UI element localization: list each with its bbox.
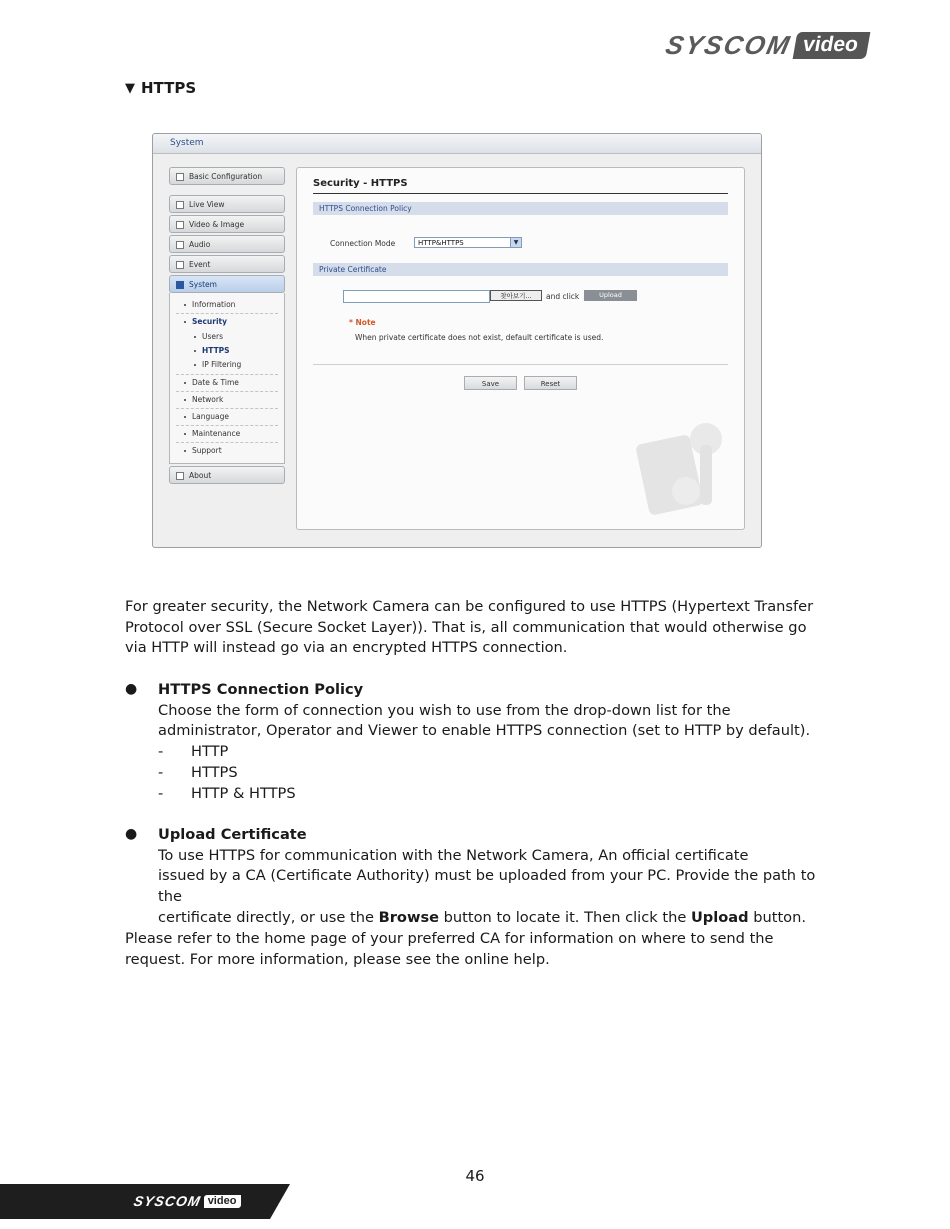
sidebar-item-network[interactable]: Network xyxy=(176,392,278,409)
reset-button[interactable]: Reset xyxy=(524,376,577,390)
bullet-icon: ● xyxy=(125,826,138,842)
form-divider xyxy=(313,364,728,365)
logo-word: SYSCOM xyxy=(662,29,794,60)
panel-title: Security - HTTPS xyxy=(313,178,408,189)
logo-tag: video xyxy=(792,32,870,59)
connection-mode-label: Connection Mode xyxy=(330,239,396,248)
sidebar-item-ip-filtering[interactable]: IP Filtering xyxy=(176,358,278,375)
list-item: - HTTPS xyxy=(158,763,238,781)
closing-paragraph: Please refer to the home page of your preferred CA for information on where to send the request. For more information, please see the online help. xyxy=(125,930,774,968)
security-decoration-icon xyxy=(624,409,734,519)
sidebar-item-about[interactable]: About xyxy=(169,466,285,484)
note-title: * Note xyxy=(349,318,376,327)
policy-text: Choose the form of connection you wish to use from the drop-down list for the administrator, Operator and Viewer to enable HTTPS connection (set to HTTP by default). xyxy=(158,701,811,740)
sidebar-item-security[interactable]: Security xyxy=(176,314,278,330)
note-text: When private certificate does not exist, default certificate is used. xyxy=(355,333,604,342)
upload-item xyxy=(158,825,828,929)
and-click-label: and click xyxy=(546,292,580,301)
upload-title: Upload Certificate xyxy=(158,826,307,843)
sidebar-item-language[interactable]: Language xyxy=(176,409,278,426)
connection-mode-select[interactable] xyxy=(414,237,522,248)
syscom-video-logo xyxy=(662,29,868,60)
footer-logo-word: SYSCOM xyxy=(132,1193,203,1209)
sidebar-item-basic-configuration[interactable]: Basic Configuration xyxy=(169,167,285,185)
certificate-file-input[interactable] xyxy=(343,290,490,303)
https-settings-screenshot xyxy=(152,133,762,548)
upload-line-2: issued by a CA (Certificate Authority) must be uploaded from your PC. Provide the path to the xyxy=(158,867,816,906)
sidebar-item-users[interactable]: Users xyxy=(176,330,278,344)
sidebar-item-live-view[interactable]: Live View xyxy=(169,195,285,213)
upload-line-1: To use HTTPS for communication with the Network Camera, An official certificate xyxy=(158,846,749,864)
section-title: HTTPS xyxy=(141,79,197,97)
certificate-section-bar: Private Certificate xyxy=(313,263,728,276)
sidebar-item-https[interactable]: HTTPS xyxy=(176,344,278,358)
sidebar-item-support[interactable]: Support xyxy=(176,443,278,459)
sidebar-item-audio[interactable]: Audio xyxy=(169,235,285,253)
policy-section-bar: HTTPS Connection Policy xyxy=(313,202,728,215)
expand-icon xyxy=(176,173,184,181)
policy-item xyxy=(158,680,828,804)
expand-icon xyxy=(176,241,184,249)
sidebar-item-information[interactable]: Information xyxy=(176,297,278,314)
browse-button[interactable]: 찾아보기... xyxy=(490,290,542,301)
page-number: 46 xyxy=(465,1167,485,1185)
bullet-icon: ● xyxy=(125,681,138,697)
chevron-down-icon: ▼ xyxy=(510,238,521,247)
expand-icon xyxy=(176,221,184,229)
upload-line-3: certificate directly, or use the Browse button to locate it. Then click the Upload button. xyxy=(158,908,806,926)
policy-title: HTTPS Connection Policy xyxy=(158,681,364,698)
expand-icon xyxy=(176,261,184,269)
sidebar-item-video-image[interactable]: Video & Image xyxy=(169,215,285,233)
intro-paragraph: For greater security, the Network Camera can be configured to use HTTPS (Hypertext Transfer Protocol over SSL (Secure Socket Layer)). That is, all communication that would otherwise go via HTTP will instead go via an encrypted HTTPS connection. xyxy=(125,598,814,657)
triangle-down-icon: ▼ xyxy=(125,80,135,96)
sidebar-item-system[interactable]: System xyxy=(169,275,285,293)
footer-logo xyxy=(134,1193,241,1209)
sidebar-item-maintenance[interactable]: Maintenance xyxy=(176,426,278,443)
window-title: System xyxy=(153,134,761,154)
expand-icon xyxy=(176,201,184,209)
save-button[interactable]: Save xyxy=(464,376,517,390)
sidebar-item-event[interactable]: Event xyxy=(169,255,285,273)
list-item: - HTTP xyxy=(158,743,229,761)
expand-icon xyxy=(176,472,184,480)
connection-mode-value: HTTP&HTTPS xyxy=(418,239,464,247)
system-submenu xyxy=(169,293,285,464)
title-divider xyxy=(313,193,728,194)
collapse-icon xyxy=(176,281,184,289)
upload-button[interactable]: Upload xyxy=(584,290,637,301)
https-settings-panel xyxy=(296,167,745,530)
section-heading xyxy=(125,79,196,97)
settings-sidebar xyxy=(169,167,285,486)
list-item: - HTTP & HTTPS xyxy=(158,784,296,802)
footer-logo-tag: video xyxy=(204,1195,242,1208)
sidebar-item-date-time[interactable]: Date & Time xyxy=(176,375,278,392)
